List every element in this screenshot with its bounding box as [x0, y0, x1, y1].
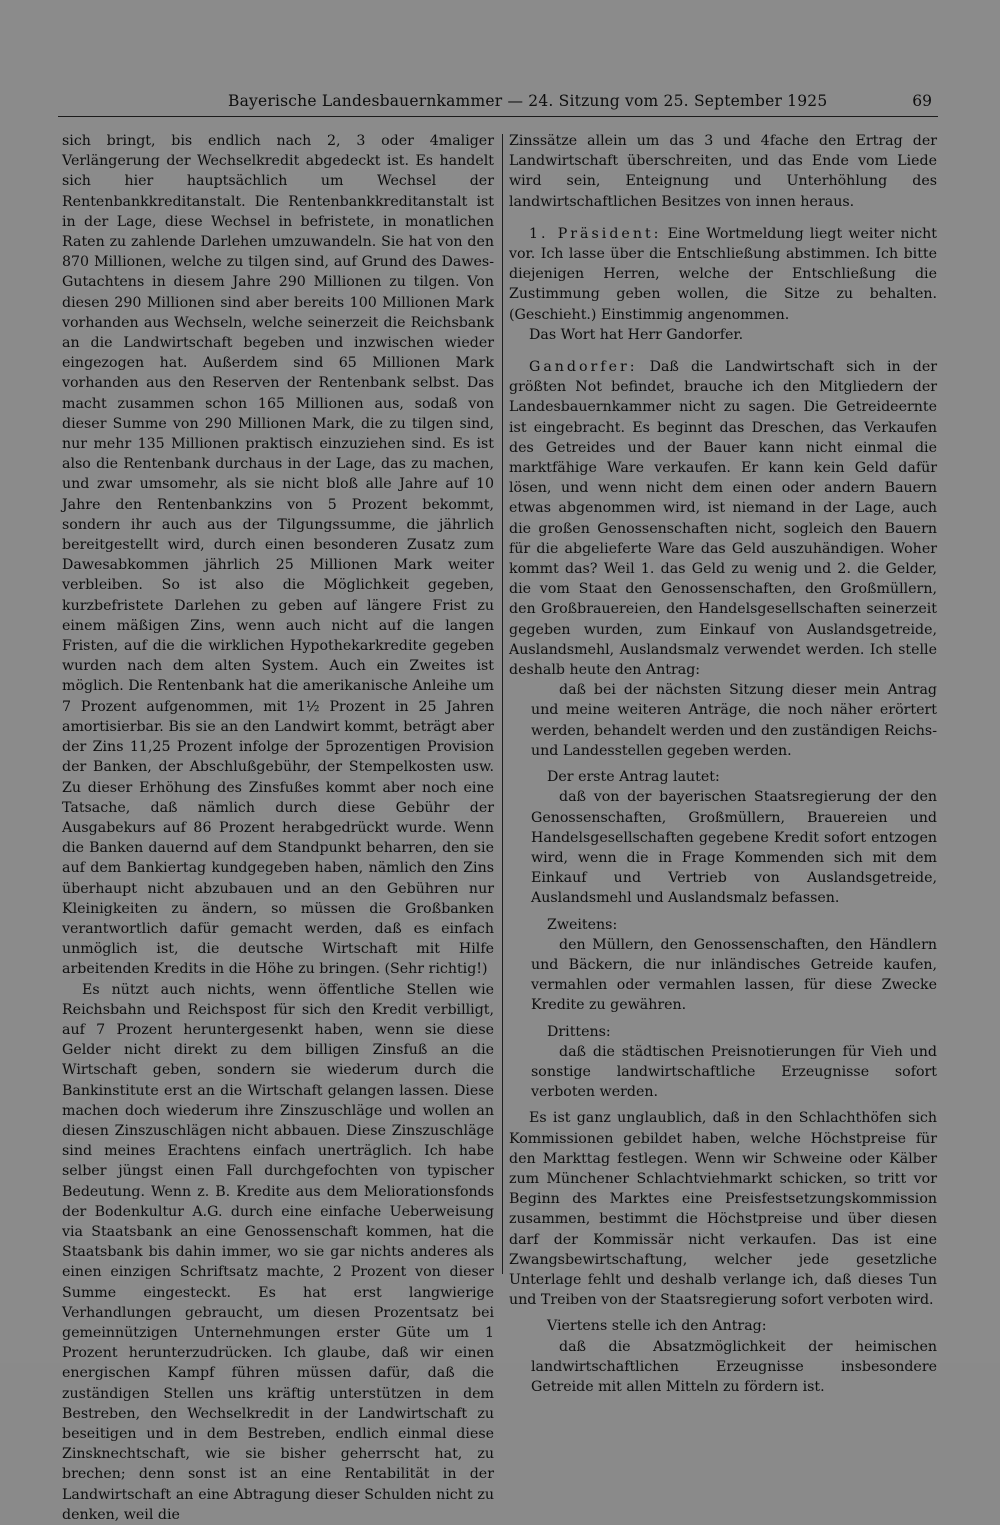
- speaker-statement: [509, 357, 937, 680]
- motion-label: Zweitens:: [547, 916, 618, 933]
- floor-given: Das Wort hat Herr Gandorfer.: [529, 326, 744, 343]
- motion-label: Viertens stelle ich den Antrag:: [547, 1318, 767, 1335]
- paragraph: Es nützt auch nichts, wenn öffentliche Stellen wie Reichsbahn und Reichspost für sich den Kredit verbilligt, auf 7 Prozent heruntergesenkt haben, wenn sie diese Gelder nicht direkt zu dem billigen Zinsfuß an die Wirtschaft geben, sondern sie wiederum durch die Bankinstitute erst an die Wirtschaft gelangen lassen. Diese machen doch wiederum ihre Zinszuschläge und wollen an diesen Zinszuschlägen nicht abbauen. Diese Zinszuschläge sind meines Erachtens einfach unerträglich. Ich habe selber jüngst einen Fall durchgefochten von typischer Bedeutung. Wenn z. B. Kredite aus dem Meliorationsfonds der Bodenkultur A.G. durch eine einfache Ueberweisung via Staatsbank an eine Genossenschaft kommen, hat die Staatsbank bis dahin immer, wo sie gar nichts anderes als einen einzigen Schriftsatz machte, 2 Prozent von dieser Summe eingesteckt. Es hat erst langwierige Verhandlungen gebraucht, um diesen Prozentsatz bei gemeinnützigen Unternehmungen erster Güte um 1 Prozent herunterzudrücken. Ich glaube, daß wir einen energischen Kampf führen müssen dafür, daß die zuständigen Stellen uns kräftig unterstützen in dem Bestreben, den Wechselkredit in der Landwirtschaft zu beseitigen und in dem Bestreben, endlich einmal diese Zinsknechtschaft, wie sie bisher geherrscht hat, zu brechen; denn sonst ist an eine Rentabilität in der Landwirtschaft an eine Abtragung dieser Schulden nicht zu denken, weil die: [62, 981, 494, 1523]
- motion-text: daß die Absatzmöglichkeit der heimischen landwirtschaftlichen Erzeugnisse insbesondere Getreide mit allen Mitteln zu fördern ist.: [531, 1338, 937, 1395]
- speaker-label: Gandorfer:: [529, 359, 638, 376]
- paragraph: Es ist ganz unglaublich, daß in den Schlachthöfen sich Kommissionen gebildet haben, welche Höchstpreise für den Markttag festlegen. Wenn wir Schweine oder Kälber zum Münchener Schlachtviehmarkt schicken, so tritt vor Beginn des Marktes eine Preisfestsetzungskommission zusammen, bestimmt die Höchstpreise und über diesen darf der Kommissär nicht verkaufen. Das ist eine Zwangsbewirtschaftung, welcher jede gesetzliche Unterlage fehlt und deshalb verlange ich, daß dieses Tun und Treiben von der Staatsregierung sofort verboten wird.: [509, 1110, 937, 1309]
- right-column: [509, 131, 937, 1397]
- motion-text: den Müllern, den Genossenschaften, den Händlern und Bäckern, die nur inländisches Getreide kaufen, vermahlen oder vermahlen lassen, für diese Zwecke Kredite zu gewähren.: [531, 936, 937, 1014]
- speaker-label: 1. Präsident:: [529, 225, 662, 242]
- motion-label: Der erste Antrag lautet:: [547, 769, 720, 786]
- column-divider: [502, 134, 503, 1274]
- motion-label: Drittens:: [547, 1023, 611, 1040]
- motion-text: daß von der bayerischen Staatsregierung der den Genossenschaften, Großmüllern, Brauereien und Handelsgesellschaften gegebene Kredit sofort entzogen wird, wenn die in Frage Kommenden sich mit dem Einkauf und Vertrieb von Auslandsgetreide, Auslandsmehl und Auslandsmalz befassen.: [531, 789, 937, 907]
- left-column: [62, 131, 494, 1525]
- running-title: Bayerische Landesbauernkammer — 24. Sitzung vom 25. September 1925: [228, 92, 828, 110]
- paragraph-continuation: Zinssätze allein um das 3 und 4fache den Ertrag der Landwirtschaft überschreiten, und das Ende vom Liede wird sein, Enteignung und Unterhöhlung des landwirtschaftlichen Besitzes von innen heraus.: [509, 133, 937, 210]
- statement-text: Eine Wortmeldung liegt weiter nicht vor. Ich lasse über die Entschließung abstimmen. Ich bitte diejenigen Herren, welche der Entschließung die Zustimmung geben wollen, die Sitze zu behalten. (Geschieht.) Einstimmig angenommen.: [509, 225, 937, 323]
- page-number: 69: [912, 92, 932, 110]
- statement-text: Daß die Landwirtschaft sich in der größten Not befindet, brauche ich den Mitgliedern der Landesbauernkammer nicht zu sagen. Die Getreideernte ist eingebracht. Es beginnt das Dreschen, das Verkaufen des Getreides und der Bauer kann nicht einmal die marktfähige Ware verkaufen. Er kann kein Geld dafür lösen, und wenn nicht dem einen oder andern Bauern etwas abgenommen wird, ist niemand in der Lage, auch die großen Genossenschaften nicht, sogleich den Bauern für die abgelieferte Ware das Geld auszuhändigen. Woher kommt das? Weil 1. das Geld zu wenig und 2. die Gelder, die vom Staat den Genossenschaften, den Großmüllern, den Großbrauereien, den Handelsgesellschaften seinerzeit gegeben wurden, zum Einkauf von Auslandsgetreide, Auslandsmehl, Auslandsmalz verwendet werden. Ich stelle deshalb heute den Antrag:: [509, 359, 937, 679]
- motion-text: daß bei der nächsten Sitzung dieser mein Antrag und meine weiteren Anträge, die noch näher erörtert werden, behandelt werden und den zuständigen Reichs- und Landesstellen gegeben werden.: [531, 682, 937, 759]
- header-rule: [58, 116, 938, 117]
- paragraph-continuation: sich bringt, bis endlich nach 2, 3 oder 4maliger Verlängerung der Wechselkredit abgedeckt ist. Es handelt sich hier hauptsächlich um Wechsel der Rentenbankkreditanstalt. Die Rentenbankkreditanstalt ist in der Lage, diese Wechsel in befristete, in monatlichen Raten zu zahlende Darlehen umzuwandeln. Sie hat von den 870 Millionen, welche zu tilgen sind, auf Grund des Dawes-Gutachtens in diesem Jahre 290 Millionen zu tilgen. Von diesen 290 Millionen sind aber bereits 100 Millionen Mark vorhanden aus Wechseln, welche seinerzeit die Reichsbank an die Landwirtschaft begeben und inzwischen wieder eingezogen hat. Außerdem sind 65 Millionen Mark vorhanden aus den Reserven der Rentenbank selbst. Das macht zusammen schon 165 Millionen aus, sodaß von dieser Summe von 290 Millionen Mark, die zu tilgen sind, nur mehr 135 Millionen praktisch einzuziehen sind. Es ist also die Rentenbank durchaus in der Lage, das zu machen, und zwar umsomehr, als sie nicht bloß alle Jahre auf 10 Jahre den Rentenbankzins von 5 Prozent bekommt, sondern ihr auch aus der Tilgungssumme, die jährlich bereitgestellt wird, durch einen besonderen Zusatz zum Dawesabkommen jährlich 25 Millionen Mark weiter verbleiben. So ist also die Möglichkeit gegeben, kurzbefristete Darlehen zu geben auf längere Frist zu einem mäßigen Zins, wenn auch nicht auf die langen Fristen, auf die die wirklichen Hypothekarkredite gegeben wurden nach dem alten System. Auch ein Zweites ist möglich. Die Rentenbank hat die amerikanische Anleihe um 7 Prozent aufgenommen, mit 1½ Prozent in 25 Jahren amortisierbar. Bis sie an den Landwirt kommt, beträgt aber der Zins 11,25 Prozent infolge der 5prozentigen Provision der Banken, der Abschlußgebühr, der Stempelkosten usw. Zu dieser Erhöhung des Zinsfußes kommt aber noch eine Tatsache, daß nämlich durch diese Gebühr der Ausgabekurs auf 86 Prozent herabgedrückt wurde. Wenn die Banken dauernd auf dem Standpunkt beharren, den sie auf dem Bankiertag kundgegeben haben, nämlich den Zins überhaupt nicht abzubauen und an den Gebühren nur Kleinigkeiten zu ändern, so müssen die Großbanken verantwortlich dafür gemacht werden, daß es einfach unmöglich ist, die deutsche Wirtschaft mit Hilfe arbeitenden Kredits in die Höhe zu bringen. (Sehr richtig!): [62, 133, 494, 978]
- motion-text: daß die städtischen Preisnotierungen für Vieh und sonstige landwirtschaftliche Erzeugnisse sofort verboten werden.: [531, 1043, 937, 1101]
- page-header: [58, 92, 938, 116]
- president-statement: [509, 224, 937, 325]
